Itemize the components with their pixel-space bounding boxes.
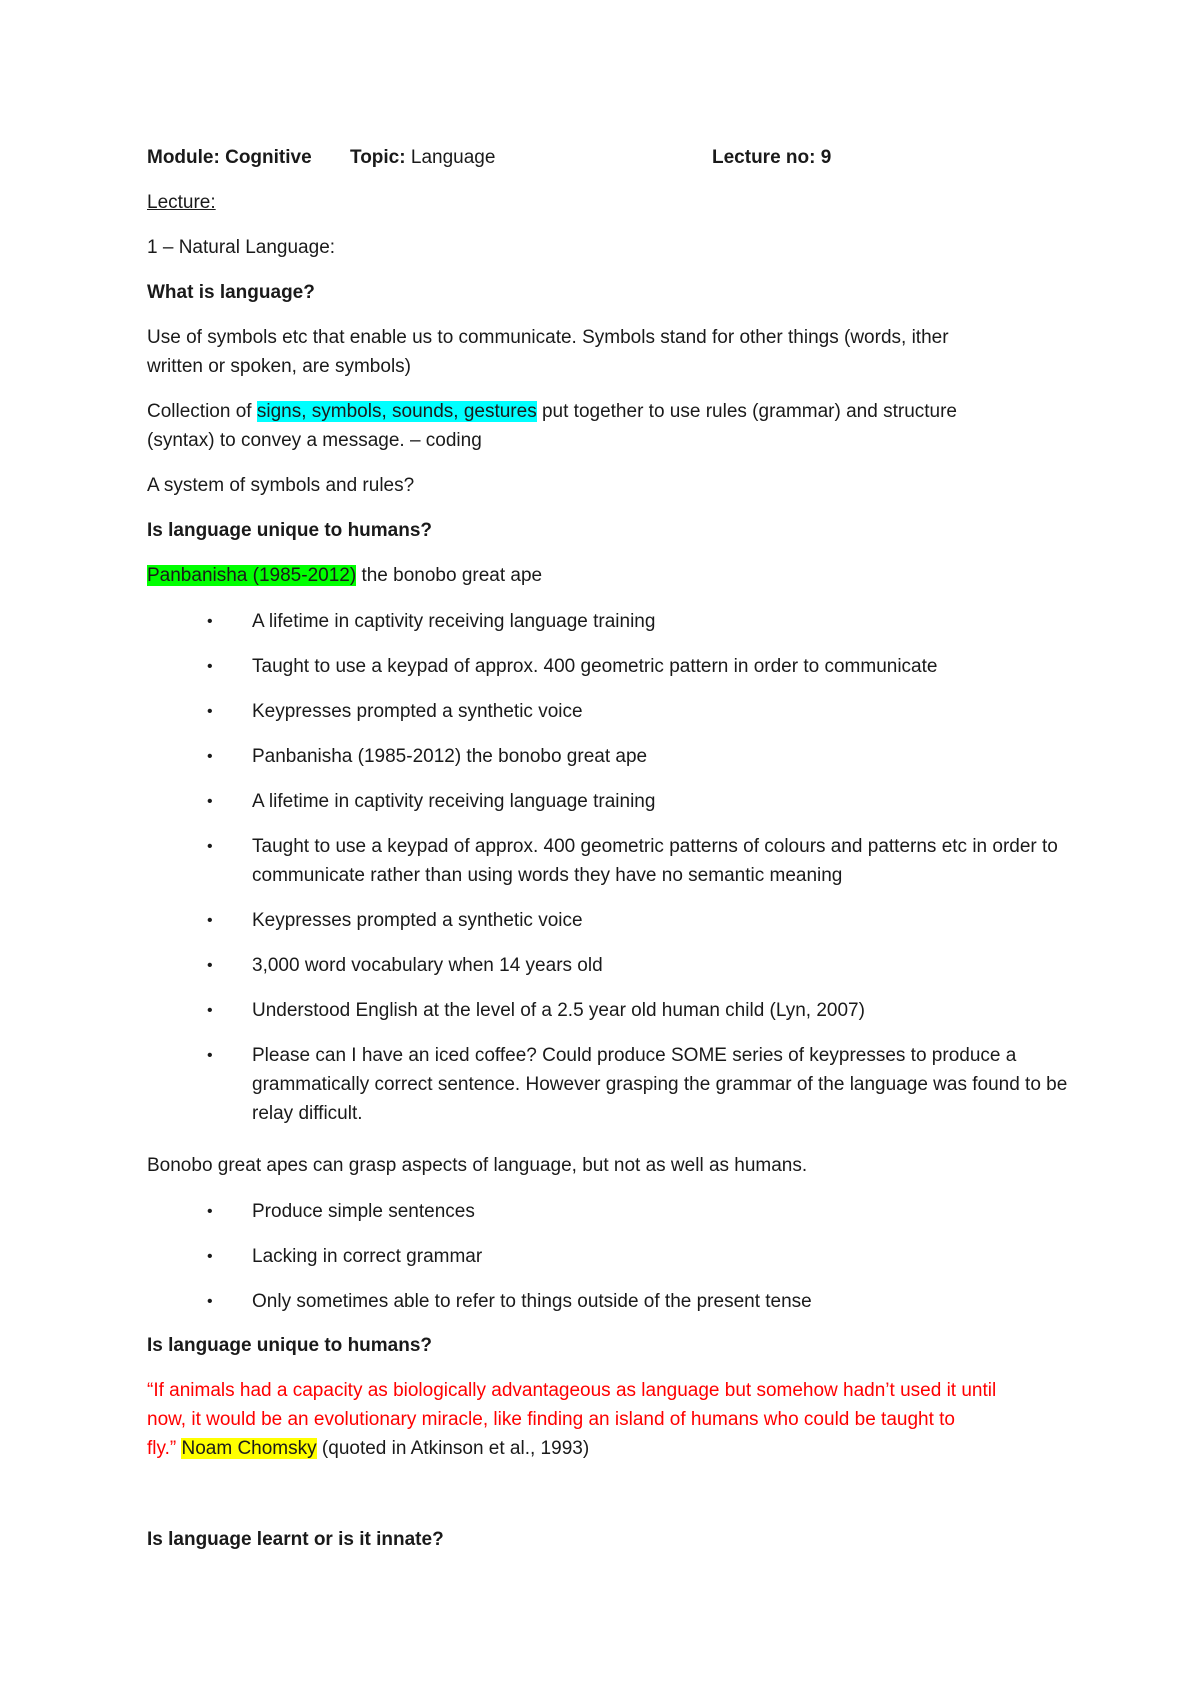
list-item [207,742,1072,771]
list-item-text: Keypresses prompted a synthetic voice [252,910,583,931]
quote-line: “If animals had a capacity as biologically advantageous as language but somehow hadn’t used it until [147,1380,997,1401]
quote-text: fly.” [147,1438,177,1459]
list-item [207,607,1072,636]
list-item-text: Produce simple sentences [252,1201,475,1222]
paragraph-line: A system of symbols and rules? [147,475,415,496]
list-item-text: 3,000 word vocabulary when 14 years old [252,955,603,976]
list-item-text: A lifetime in captivity receiving language training [252,791,656,812]
list-item [207,906,1072,935]
quote-source: (quoted in Atkinson et al., 1993) [316,1438,590,1459]
lecture-heading: Lecture: [147,192,216,213]
section-heading: 1 – Natural Language: [147,237,336,258]
bullet-icon: • [207,1002,213,1019]
bullet-icon: • [207,613,213,630]
list-item [207,1242,1072,1271]
list-item-text: Panbanisha (1985-2012) the bonobo great ape [252,746,648,767]
bullet-icon: • [207,957,213,974]
topic-field [350,144,495,172]
question-heading: Is language unique to humans? [147,520,433,541]
bullet-icon: • [207,748,213,765]
quote-line: now, it would be an evolutionary miracle, like finding an island of humans who could be taught to [147,1409,955,1430]
highlighted-text: signs, symbols, sounds, gestures [256,401,537,422]
list-item-text: Please can I have an iced coffee? Could produce SOME series of keypresses to produce a grammatically correct sentence. However grasping the grammar of the language was found to be relay difficult. [252,1045,1068,1124]
paragraph-line [147,398,957,426]
module-value: Cognitive [225,147,312,168]
list-item-text: Keypresses prompted a synthetic voice [252,701,583,722]
topic-value: Language [410,147,496,168]
question-heading: Is language unique to humans? [147,1335,433,1356]
text-span: put together to use rules (grammar) and structure [536,401,958,422]
paragraph-line: written or spoken, are symbols) [147,356,411,377]
bullet-icon: • [207,1203,213,1220]
bullet-icon: • [207,912,213,929]
topic-label: Topic: [350,147,406,168]
list-item [207,1287,1072,1316]
list-item-text: Understood English at the level of a 2.5 year old human child (Lyn, 2007) [252,1000,865,1021]
module-label: Module: [147,147,220,168]
list-item-text: Taught to use a keypad of approx. 400 geometric patterns of colours and patterns etc in order to communicate rather than using words they have no semantic meaning [252,836,1058,886]
paragraph-line [147,562,542,590]
lecture-value: 9 [820,147,832,168]
list-item [207,652,1072,681]
bullet-icon: • [207,1293,213,1310]
list-item [207,996,1072,1025]
list-item-text: A lifetime in captivity receiving language training [252,611,656,632]
question-heading: What is language? [147,282,315,303]
lecture-label: Lecture no: [712,147,816,168]
bullet-icon: • [207,1047,213,1064]
list-item-text: Lacking in correct grammar [252,1246,483,1267]
paragraph-line: Bonobo great apes can grasp aspects of language, but not as well as humans. [147,1155,808,1176]
list-item [207,1041,1072,1128]
list-item [207,951,1072,980]
paragraph-line: (syntax) to convey a message. – coding [147,430,482,451]
bullet-icon: • [207,703,213,720]
bullet-icon: • [207,1248,213,1265]
quote-line [147,1435,589,1463]
paragraph-line: Use of symbols etc that enable us to communicate. Symbols stand for other things (words, ither [147,327,949,348]
lecture-field [712,144,831,172]
list-item-text: Only sometimes able to refer to things outside of the present tense [252,1291,812,1312]
quote-author: Noam Chomsky [181,1438,317,1459]
list-item [207,1197,1072,1226]
header-row [147,144,312,172]
list-item [207,832,1072,890]
bullet-icon: • [207,658,213,675]
list-item [207,697,1072,726]
bullet-icon: • [207,793,213,810]
highlighted-text: Panbanisha (1985-2012) [147,565,357,586]
list-item-text: Taught to use a keypad of approx. 400 geometric pattern in order to communicate [252,656,938,677]
question-heading: Is language learnt or is it innate? [147,1529,444,1550]
text-span: the bonobo great ape [356,565,543,586]
list-item [207,787,1072,816]
text-span: Collection of [147,401,257,422]
bullet-icon: • [207,838,213,855]
